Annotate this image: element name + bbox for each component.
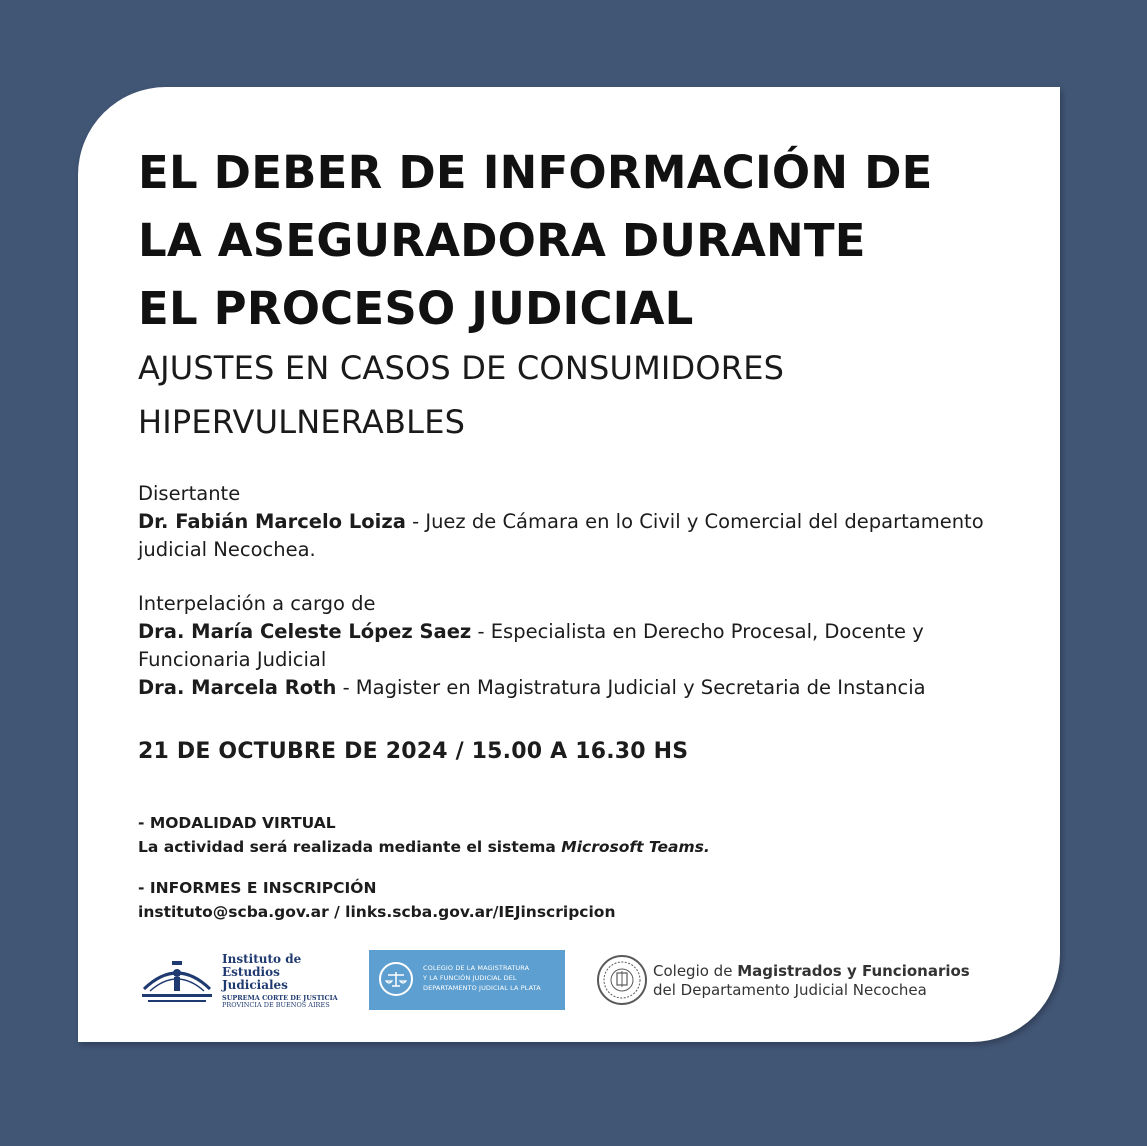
panel-member-role: - Especialista en Derecho Procesal, Docente y Funcionaria Judicial: [138, 620, 924, 671]
event-card: [78, 87, 1060, 1042]
modality-heading: - MODALIDAD VIRTUAL: [138, 814, 336, 832]
panel-member-name: Dra. María Celeste López Saez: [138, 620, 472, 643]
registration-links[interactable]: instituto@scba.gov.ar / links.scba.gov.ar/IEJinscripcion: [138, 903, 616, 921]
instituto-line-4: PROVINCIA DE BUENOS AIRES: [222, 1001, 330, 1009]
colegio-la-plata-line-3: DEPARTAMENTO JUDICIAL LA PLATA: [423, 984, 541, 992]
colegio-necochea-pre: Colegio de: [653, 962, 738, 980]
modality-text: [138, 835, 1038, 859]
colegio-la-plata-line-2: Y LA FUNCIÓN JUDICIAL DEL: [423, 974, 517, 982]
colegio-necochea-logo: [597, 953, 997, 1009]
panel-label: Interpelación a cargo de: [138, 592, 376, 615]
scales-icon: [379, 962, 413, 996]
logos-row: [138, 947, 998, 1017]
event-title: [138, 139, 1038, 343]
speaker-section: [138, 480, 1038, 564]
event-subtitle: [138, 341, 1038, 449]
colegio-necochea-line-1: [653, 962, 970, 981]
event-date: 21 DE OCTUBRE DE 2024 / 15.00 A 16.30 HS: [138, 739, 689, 764]
subtitle-line-1: AJUSTES EN CASOS DE CONSUMIDORES: [138, 349, 785, 387]
colegio-necochea-line-2: del Departamento Judicial Necochea: [653, 981, 927, 999]
title-line-3: EL PROCESO JUDICIAL: [138, 282, 694, 335]
instituto-line-3: SUPREMA CORTE DE JUSTICIA: [222, 994, 338, 1002]
panel-member: [138, 618, 1038, 674]
registration-heading: - INFORMES E INSCRIPCIÓN: [138, 879, 377, 897]
registration-section: [138, 876, 1038, 924]
colegio-necochea-text: [653, 962, 970, 1000]
panel-member-role: - Magister en Magistratura Judicial y Secretaria de Instancia: [336, 676, 926, 699]
card-content: [138, 139, 1038, 924]
panel-section: [138, 590, 1038, 702]
institute-emblem-icon: [138, 953, 216, 1009]
colegio-necochea-strong: Magistrados y Funcionarios: [737, 962, 970, 980]
subtitle-line-2: HIPERVULNERABLES: [138, 403, 466, 441]
title-line-1: EL DEBER DE INFORMACIÓN DE: [138, 146, 933, 199]
title-line-2: LA ASEGURADORA DURANTE: [138, 214, 866, 267]
colegio-la-plata-text: [423, 963, 541, 993]
panel-member-name: Dra. Marcela Roth: [138, 676, 337, 699]
speaker-role: - Juez de Cámara en lo Civil y Comercial del departamento judicial Necochea.: [138, 510, 984, 561]
instituto-logo: [138, 953, 348, 1009]
modality-section: [138, 811, 1038, 859]
instituto-line-2: Estudios Judiciales: [222, 965, 288, 992]
seal-icon: [597, 955, 647, 1005]
colegio-la-plata-line-1: COLEGIO DE LA MAGISTRATURA: [423, 964, 530, 972]
instituto-line-1: Instituto de: [222, 952, 302, 966]
speaker-detail: [138, 508, 1038, 564]
speaker-name: Dr. Fabián Marcelo Loiza: [138, 510, 406, 533]
modality-platform: Microsoft Teams.: [561, 838, 710, 856]
speaker-label: Disertante: [138, 482, 241, 505]
panel-member: [138, 674, 1038, 702]
instituto-logo-text: [222, 953, 348, 1009]
colegio-la-plata-logo: [369, 950, 565, 1010]
modality-description: La actividad será realizada mediante el sistema: [138, 838, 562, 856]
